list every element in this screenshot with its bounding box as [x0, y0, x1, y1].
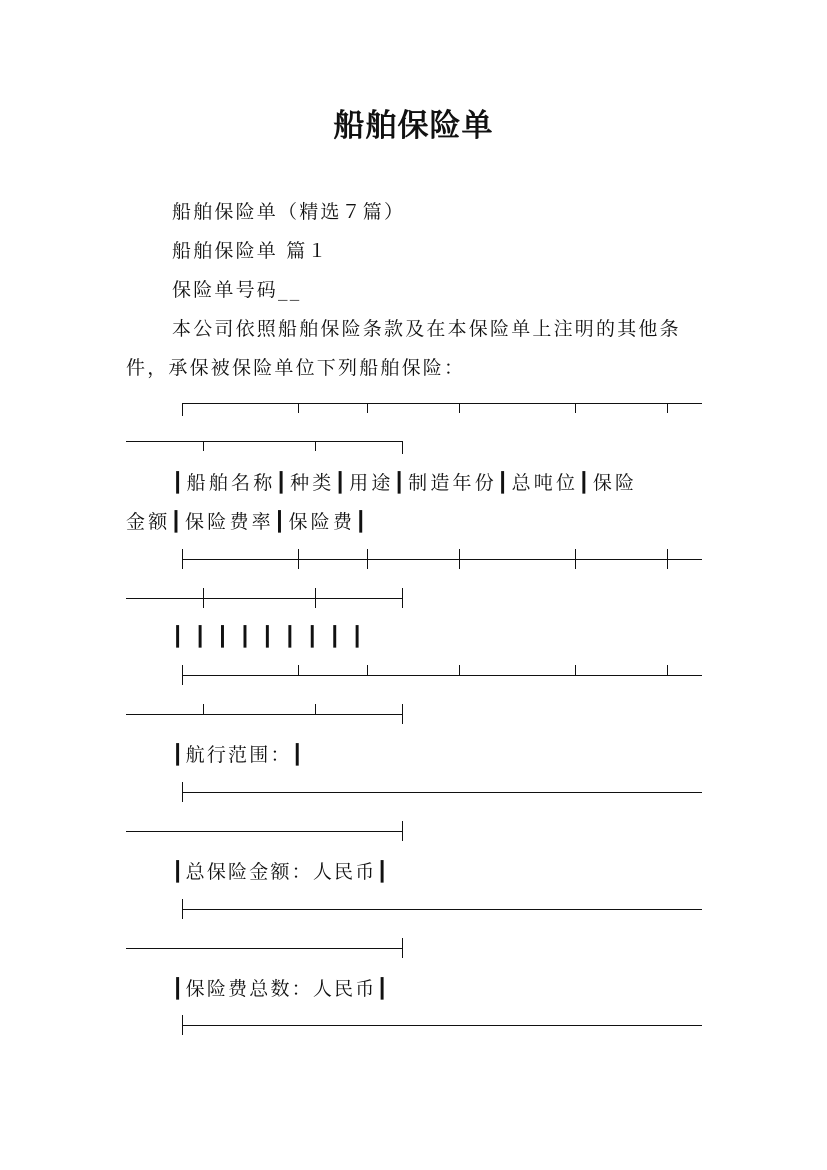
table-cross-mark: [402, 938, 403, 958]
table-cross-mark: [367, 549, 368, 569]
document-subtitle: 船舶保险单（精选７篇）: [172, 201, 406, 223]
table-cross-mark: [298, 549, 299, 569]
table-tick-mark: [575, 403, 576, 413]
table-cross-mark: [667, 549, 668, 569]
navigation-area-row: ┃航行范围：┃: [172, 744, 306, 766]
table-divider-cont: [126, 714, 402, 715]
table-tick-mark: [298, 665, 299, 675]
table-tick-mark: [459, 403, 460, 413]
total-insured-amount-row: ┃总保险金额：人民币┃: [172, 861, 391, 883]
table-tick-mark: [315, 704, 316, 714]
table-corner-mark: [402, 441, 403, 454]
table-tick-mark: [315, 441, 316, 451]
table-top-border-cont: [126, 441, 402, 442]
table-tick-mark: [667, 403, 668, 413]
table-cross-mark: [402, 588, 403, 608]
table-cross-mark: [182, 1015, 183, 1035]
table-divider: [182, 792, 702, 793]
table-cross-mark: [182, 665, 183, 685]
table-cross-mark: [402, 821, 403, 841]
table-tick-mark: [203, 704, 204, 714]
table-cross-mark: [459, 549, 460, 569]
table-divider-cont: [126, 598, 402, 599]
table-divider-cont: [126, 948, 402, 949]
table-tick-mark: [367, 665, 368, 675]
table-header-line2: 金额┃保险费率┃保险费┃: [126, 511, 370, 533]
table-cross-mark: [182, 899, 183, 919]
table-divider: [182, 1025, 702, 1026]
table-tick-mark: [203, 441, 204, 451]
table-empty-row: ┃┃┃┃┃┃┃┃┃: [172, 626, 374, 648]
table-cross-mark: [182, 549, 183, 569]
table-cross-mark: [402, 704, 403, 724]
total-premium-row: ┃保险费总数：人民币┃: [172, 978, 391, 1000]
intro-paragraph: 本公司依照船舶保险条款及在本保险单上注明的其他条件，承保被保险单位下列船舶保险：: [126, 318, 681, 379]
table-divider: [182, 559, 702, 560]
table-tick-mark: [575, 665, 576, 675]
table-cross-mark: [182, 782, 183, 802]
document-title: 船舶保险单: [333, 108, 494, 144]
policy-number-label: 保险单号码__: [172, 279, 302, 301]
table-corner-mark: [182, 403, 183, 416]
table-divider: [182, 909, 702, 910]
section-heading: 船舶保险单 篇１: [172, 240, 329, 262]
table-header-line1: ┃船舶名称┃种类┃用途┃制造年份┃总吨位┃保险: [172, 472, 638, 494]
table-cross-mark: [575, 549, 576, 569]
table-divider: [182, 675, 702, 676]
table-cross-mark: [203, 588, 204, 608]
table-tick-mark: [367, 403, 368, 413]
table-cross-mark: [315, 588, 316, 608]
table-tick-mark: [459, 665, 460, 675]
table-tick-mark: [298, 403, 299, 413]
table-divider-cont: [126, 831, 402, 832]
table-top-border: [182, 403, 702, 404]
table-tick-mark: [667, 665, 668, 675]
